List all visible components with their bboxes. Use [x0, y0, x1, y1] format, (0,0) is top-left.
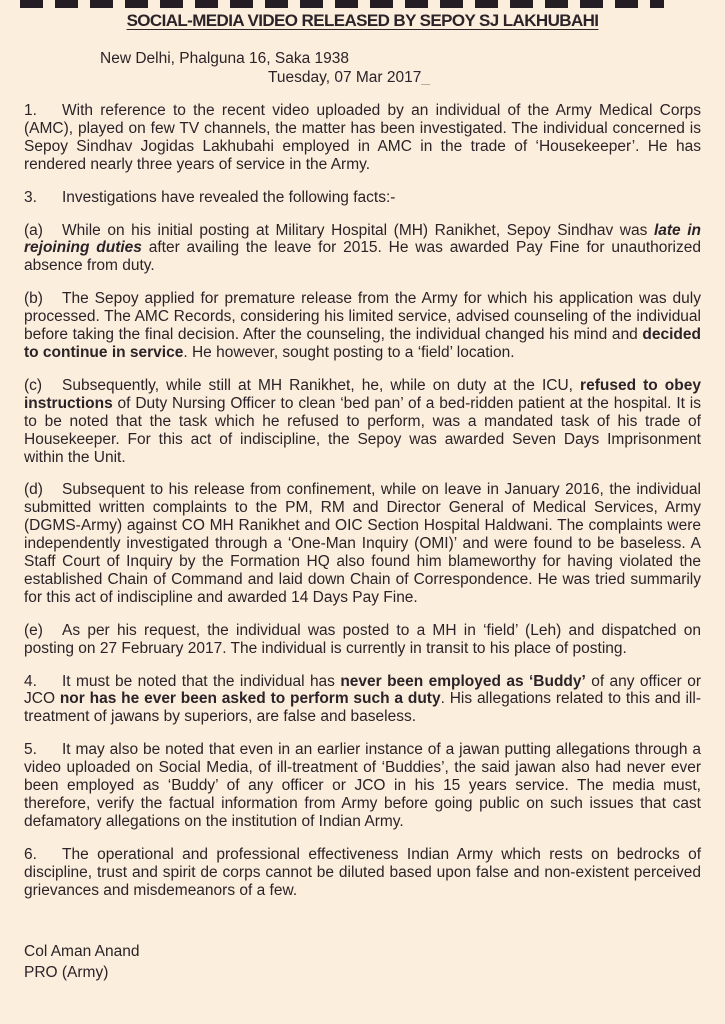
subparagraph-e-text: As per his request, the individual was posted to a MH in ‘field’ (Leh) and dispatched on posting on 27 February 2017. The individual is currently in transit to his place of posting. — [24, 621, 701, 657]
subparagraph-b-marker: (b) — [24, 290, 43, 308]
subparagraph-d-marker: (d) — [24, 481, 43, 499]
signature-name: Col Aman Anand — [24, 942, 140, 960]
subparagraph-e — [24, 622, 701, 658]
subparagraph-a-marker: (a) — [24, 221, 43, 239]
dateline-date-text: Tuesday, 07 Mar 2017 — [268, 68, 422, 86]
dateline-date — [24, 69, 701, 88]
paragraph-6 — [24, 846, 701, 900]
dateline-date-suffix: _ — [421, 68, 430, 86]
subparagraph-d-text: Subsequent to his release from confinement, while on leave in January 2016, the individual submitted written complaints to the PM, RM and Director General of Medical Services, Army (DGMS-Army) against CO MH Ranikhet and OIC Section Hospital Haldwani. The complaints were independently investigated through a ‘One-Man Inquiry (OMI)’ and were found to be baseless. A Staff Court of Inquiry by the Formation HQ also found him blameworthy for having violated the established Chain of Command and laid down Chain of Correspondence. He was tried summarily for this act of indiscipline and awarded 14 Days Pay Fine. — [24, 481, 701, 606]
dateline-place: New Delhi, Phalguna 16, Saka 1938 — [100, 50, 350, 67]
subparagraph-e-marker: (e) — [24, 621, 43, 639]
document-body — [24, 102, 701, 900]
paragraph-5-marker: 5. — [24, 741, 37, 759]
signature-designation: PRO (Army) — [24, 963, 109, 981]
dateline — [24, 50, 701, 87]
paragraph-1 — [24, 102, 701, 174]
paragraph-1-marker: 1. — [24, 102, 37, 119]
document-title: SOCIAL-MEDIA VIDEO RELEASED BY SEPOY SJ LAKHUBAHI — [126, 11, 599, 30]
subparagraph-b — [24, 290, 701, 362]
paragraph-1-text: With reference to the recent video uploaded by an individual of the Army Medical Corps (AMC), played on few TV channels, the matter has been investigated. The individual concerned is Sepoy Sindhav Jogidas Lakhubahi employed in AMC in the trade of ‘Housekeeper’. He has rendered nearly three years of service in the Army. — [24, 102, 701, 173]
paragraph-4-text: It must be noted that the individual has never been employed as ‘Buddy’ of any officer or JCO nor has he ever been asked to perform such a duty. His allegations related to this and ill-treatment of jawans by superiors, are false and baseless. — [24, 672, 701, 726]
paragraph-3-marker: 3. — [24, 188, 37, 206]
signature-block — [24, 941, 701, 983]
paragraph-6-text: The operational and professional effectiveness Indian Army which rests on bedrocks of discipline, trust and spirit de corps cannot be diluted based upon false and non-existent perceived grievances and misdemeanors of a few. — [24, 845, 701, 899]
paragraph-6-marker: 6. — [24, 845, 37, 863]
paragraph-5 — [24, 741, 701, 831]
subparagraph-a-text: While on his initial posting at Military Hospital (MH) Ranikhet, Sepoy Sindhav was late in rejoining duties after availing the leave for 2015. He was awarded Pay Fine for unauthorized absence from duty. — [24, 221, 701, 275]
subparagraph-b-text: The Sepoy applied for premature release from the Army for which his application was duly processed. The AMC Records, considering his limited service, advised counseling of the individual before taking the final decision. After the counseling, the individual changed his mind and decided to continue in service. He however, sought posting to a ‘field’ location. — [24, 290, 701, 361]
subparagraph-c — [24, 377, 701, 467]
paragraph-5-text: It may also be noted that even in an earlier instance of a jawan putting allegations through a video uploaded on Social Media, of ill-treatment of ‘Buddies’, the said jawan also had never ever been employed as ‘Buddy’ of any officer or JCO in his 15 years service. The media must, therefore, verify the factual information from Army before going public on such issues that cast defamatory allegations on the institution of Indian Army. — [24, 741, 701, 830]
subparagraph-a — [24, 222, 701, 276]
paragraph-4-marker: 4. — [24, 672, 37, 690]
dashed-border-strip — [20, 0, 664, 8]
paragraph-4 — [24, 673, 701, 727]
paragraph-3 — [24, 189, 701, 207]
subparagraph-c-text: Subsequently, while still at MH Ranikhet, he, while on duty at the ICU, refused to obey instructions of Duty Nursing Officer to clean ‘bed pan’ of a bed-ridden patient at the hospital. It is to be noted that the task which he refused to perform, was a mandated task of his trade of Housekeeper. For this act of indiscipline, the Sepoy was awarded Seven Days Imprisonment within the Unit. — [24, 376, 701, 466]
subparagraph-c-marker: (c) — [24, 376, 43, 394]
subparagraph-d — [24, 481, 701, 606]
paragraph-3-text: Investigations have revealed the following facts:- — [62, 188, 396, 206]
